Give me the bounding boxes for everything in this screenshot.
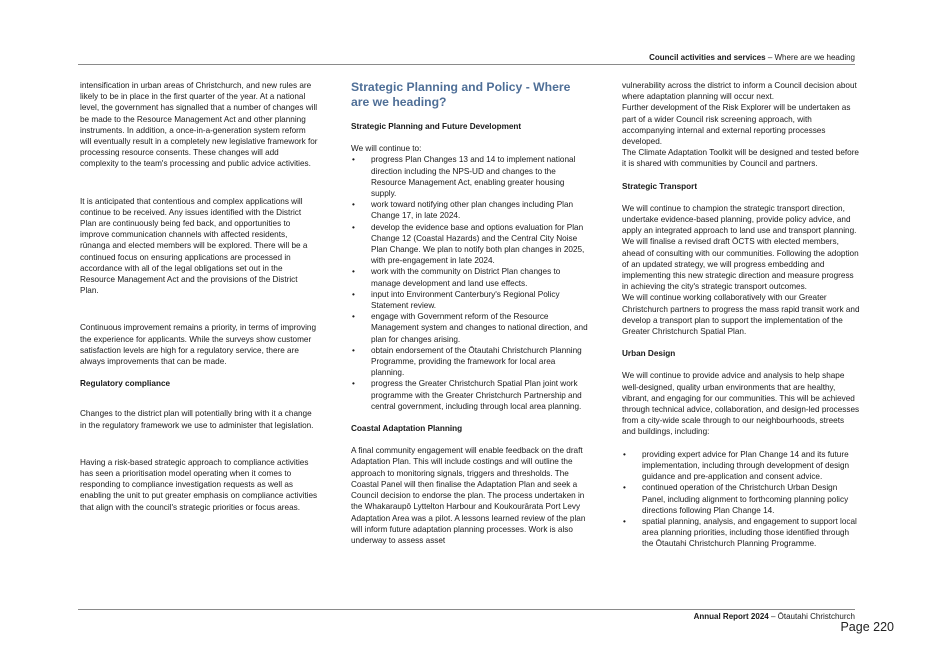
paragraph: We will continue working collaboratively with our Greater Christchurch partners to progress the mass rapid transit work and develop a transport plan to support the implementation of the Greater Christchurch Spatial Plan.: [622, 293, 860, 337]
column-right: [622, 80, 860, 550]
paragraph: We will continue to champion the strategic transport direction, undertake evidence-based planning, provide policy advice, and apply an integrated approach to land use and transport planning.: [622, 203, 857, 236]
running-header-subsection: – Where are we heading: [765, 53, 855, 62]
paragraph: We will finalise a revised draft ŌCTS with elected members, ahead of consulting with our communities. Following the adoption of an updated strategy, we will progress embedding and implementing this new strategic direction and measure progress in achieving the city's strategic transport outcomes.: [622, 237, 859, 292]
page-number: Page 220: [840, 620, 894, 634]
list-item: • work with the community on District Plan changes to manage development and land use effects.: [351, 266, 589, 288]
paragraph: Further development of the Risk Explorer will be undertaken as part of a wider Council risk screening approach, with accompanying internal and external reporting processes developed.: [622, 103, 851, 147]
list-item: • engage with Government reform of the Resource Management system and changes to national direction, and plan for changes arising.: [351, 311, 589, 345]
heading-urban-design: Urban Design: [622, 349, 676, 359]
paragraph: It is anticipated that contentious and complex applications will continue to be received. Any issues identified with the District Plan are continuously being fed back, and opportunities to improve communication channels with affected residents, rūnanga and elected members will be explored. There will be a continued focus on ensuring applications are processed in accordance with all of the legal obligations set out in the Resource Management Act and the provisions of the District Plan.: [80, 196, 308, 296]
heading-strategic-planning: Strategic Planning and Future Development: [351, 122, 522, 131]
paragraph: We will continue to:: [351, 144, 422, 154]
list-item: • providing expert advice for Plan Change 14 and its future implementation, including through development of design guidance and pre-application and consent advice.: [622, 449, 860, 483]
list-item: • continued operation of the Christchurch Urban Design Panel, including alignment to forthcoming planning policy directions following Plan Change 14.: [622, 482, 860, 516]
list-item: • progress the Greater Christchurch Spatial Plan joint work programme with the Greater Christchurch Partnership and central government, including through local area planning.: [351, 378, 589, 412]
heading-coastal-adaptation: Coastal Adaptation Planning: [351, 424, 463, 434]
bullet-list: [622, 449, 860, 550]
header-divider: [78, 64, 855, 65]
list-item: • work toward notifying other plan changes including Plan Change 17, in late 2024.: [351, 199, 589, 221]
running-header: [649, 53, 855, 62]
running-footer: [694, 612, 855, 621]
footer-divider: [78, 609, 855, 610]
list-item: • obtain endorsement of the Ōtautahi Christchurch Planning Programme, providing the framework for local area planning.: [351, 345, 589, 379]
list-item: • input into Environment Canterbury's Regional Policy Statement review.: [351, 289, 589, 311]
column-middle: [351, 80, 589, 546]
running-header-section: Council activities and services: [649, 53, 766, 62]
list-item: • spatial planning, analysis, and engagement to support local area planning priorities, including those identified through the Ōtautahi Christchurch Planning Programme.: [622, 516, 860, 550]
paragraph: intensification in urban areas of Christchurch, and new rules are likely to be in place in the first quarter of the year. At a national level, the government has signalled that a number of changes will be made to the Resource Management Act and other planning instruments. In addition, a once-in-a-generation system reform will eventually result in a completely new legislative framework for processing resource consents. These changes will add complexity to the team's processing and public advice activities.: [80, 81, 318, 169]
report-subtitle: – Ōtautahi Christchurch: [768, 612, 855, 621]
paragraph: A final community engagement will enable feedback on the draft Adaptation Plan. This will include costings and will outline the approach to monitoring signals, triggers and thresholds. The Coastal Panel will then finalise the Adaptation Plan and seek a Council decision to endorse the plan. The process undertaken in the Whakaraupō Lyttelton Harbour and Koukourārata Port Levy Adaptation Area was a pilot. A lessons learned review of the plan will inform future adaptation planning processes. Work is also underway to assess asset: [351, 446, 586, 545]
list-item: • develop the evidence base and options evaluation for Plan Change 12 (Coastal Hazards) and the Central City Noise Plan Change. We plan to notify both plan changes in 2025, with pre-engagement in late 2024.: [351, 222, 589, 267]
column-left: [80, 80, 318, 513]
list-item: • progress Plan Changes 13 and 14 to implement national direction including the NPS-UD and changes to the Resource Management Act, enabling greater housing supply.: [351, 154, 589, 199]
heading-strategic-transport: Strategic Transport: [622, 181, 698, 191]
paragraph: The Climate Adaptation Toolkit will be designed and tested before it is shared with communities by Council and partners.: [622, 148, 859, 169]
heading-regulatory-compliance: Regulatory compliance: [80, 379, 171, 389]
paragraph: Changes to the district plan will potentially bring with it a change in the regulatory framework we use to administer that legislation.: [80, 409, 314, 430]
paragraph: Having a risk-based strategic approach to compliance activities has seen a prioritisation model operating when it comes to responding to compliance investigation requests as well as enabling the unit to put greater emphasis on compliance activities that align with the council's strategic priorities or focus areas.: [80, 457, 318, 512]
paragraph: Continuous improvement remains a priority, in terms of improving the experience for applicants. While the surveys show customer satisfaction levels are high for a regulatory service, there are always improvements that can be made.: [80, 323, 317, 367]
report-title: Annual Report 2024: [693, 612, 769, 621]
bullet-list: [351, 154, 589, 412]
section-title: Strategic Planning and Policy - Where are we heading?: [351, 80, 571, 109]
paragraph: We will continue to provide advice and analysis to help shape well-designed, quality urban environments that are healthy, vibrant, and engaging for our communities. This will be achieved through technical advice, collaboration, and design-led processes from a city-wide scale through to our neighbourhoods, streets and buildings, including:: [622, 371, 860, 437]
paragraph: vulnerability across the district to inform a Council decision about where adaptation planning will occur next.: [622, 81, 857, 102]
